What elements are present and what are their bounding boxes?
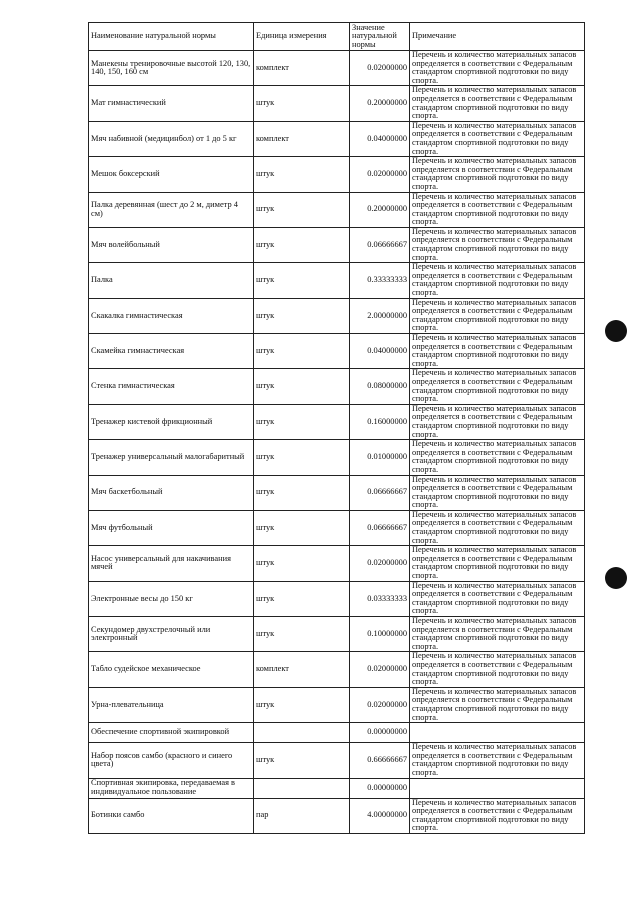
cell-name: Скакалка гимнастическая <box>89 298 254 333</box>
cell-name: Обеспечение спортивной экипировкой <box>89 723 254 743</box>
cell-name: Мешок боксерский <box>89 157 254 192</box>
cell-unit: комплект <box>254 121 350 156</box>
cell-unit: штук <box>254 227 350 262</box>
table-row <box>89 298 585 333</box>
cell-value: 0.06666667 <box>350 227 410 262</box>
header-value: Значение натуральной нормы <box>350 23 410 51</box>
punch-hole-top <box>605 320 627 342</box>
cell-name: Табло судейское механическое <box>89 652 254 687</box>
cell-value: 0.06666667 <box>350 475 410 510</box>
cell-name: Тренажер кистевой фрикционный <box>89 404 254 439</box>
cell-unit: пар <box>254 798 350 833</box>
table-row <box>89 404 585 439</box>
cell-name: Мяч набивной (медицинбол) от 1 до 5 кг <box>89 121 254 156</box>
cell-value: 0.08000000 <box>350 369 410 404</box>
table-row <box>89 369 585 404</box>
cell-value: 0.04000000 <box>350 334 410 369</box>
cell-value: 0.16000000 <box>350 404 410 439</box>
cell-unit: штук <box>254 687 350 722</box>
cell-note <box>410 778 585 798</box>
cell-note: Перечень и количество материальных запасов определяется в соответствии с Федеральным стандартом спортивной подготовки по виду спорта. <box>410 687 585 722</box>
cell-value: 0.00000000 <box>350 778 410 798</box>
cell-value: 0.03333333 <box>350 581 410 616</box>
cell-note: Перечень и количество материальных запасов определяется в соответствии с Федеральным стандартом спортивной подготовки по виду спорта. <box>410 192 585 227</box>
cell-value: 0.02000000 <box>350 546 410 581</box>
cell-unit: штук <box>254 617 350 652</box>
cell-unit: штук <box>254 298 350 333</box>
cell-note: Перечень и количество материальных запасов определяется в соответствии с Федеральным стандартом спортивной подготовки по виду спорта. <box>410 263 585 298</box>
table-row <box>89 121 585 156</box>
cell-name: Насос универсальный для накачивания мячей <box>89 546 254 581</box>
cell-unit: штук <box>254 86 350 121</box>
cell-value: 0.02000000 <box>350 157 410 192</box>
cell-value: 0.10000000 <box>350 617 410 652</box>
table-row <box>89 475 585 510</box>
cell-name: Стенка гимнастическая <box>89 369 254 404</box>
table-row <box>89 157 585 192</box>
cell-name: Мяч футбольный <box>89 510 254 545</box>
table-row <box>89 778 585 798</box>
cell-name: Набор поясов самбо (красного и синего цвета) <box>89 743 254 778</box>
cell-note: Перечень и количество материальных запасов определяется в соответствии с Федеральным стандартом спортивной подготовки по виду спорта. <box>410 227 585 262</box>
cell-value: 4.00000000 <box>350 798 410 833</box>
cell-unit: штук <box>254 475 350 510</box>
header-unit: Единица измерения <box>254 23 350 51</box>
cell-value: 0.66666667 <box>350 743 410 778</box>
norms-table <box>88 22 585 834</box>
cell-note: Перечень и количество материальных запасов определяется в соответствии с Федеральным стандартом спортивной подготовки по виду спорта. <box>410 86 585 121</box>
cell-value: 0.04000000 <box>350 121 410 156</box>
cell-unit: штук <box>254 546 350 581</box>
cell-name: Урна-плевательница <box>89 687 254 722</box>
table-row <box>89 440 585 475</box>
cell-unit: штук <box>254 581 350 616</box>
cell-note: Перечень и количество материальных запасов определяется в соответствии с Федеральным стандартом спортивной подготовки по виду спорта. <box>410 581 585 616</box>
header-name: Наименование натуральной нормы <box>89 23 254 51</box>
cell-name: Палка деревянная (шест до 2 м, диметр 4 см) <box>89 192 254 227</box>
cell-value: 0.00000000 <box>350 723 410 743</box>
cell-name: Скамейка гимнастическая <box>89 334 254 369</box>
cell-name: Секундомер двухстрелочный или электронный <box>89 617 254 652</box>
table-row <box>89 546 585 581</box>
cell-name: Электронные весы до 150 кг <box>89 581 254 616</box>
header-row <box>89 23 585 51</box>
cell-value: 0.01000000 <box>350 440 410 475</box>
cell-unit: комплект <box>254 51 350 86</box>
table-row <box>89 723 585 743</box>
cell-name: Мяч баскетбольный <box>89 475 254 510</box>
cell-value: 0.33333333 <box>350 263 410 298</box>
cell-value: 0.20000000 <box>350 192 410 227</box>
cell-unit: штук <box>254 440 350 475</box>
table-row <box>89 51 585 86</box>
cell-note <box>410 723 585 743</box>
cell-note: Перечень и количество материальных запасов определяется в соответствии с Федеральным стандартом спортивной подготовки по виду спорта. <box>410 121 585 156</box>
cell-note: Перечень и количество материальных запасов определяется в соответствии с Федеральным стандартом спортивной подготовки по виду спорта. <box>410 157 585 192</box>
cell-name: Ботинки самбо <box>89 798 254 833</box>
table-row <box>89 743 585 778</box>
cell-unit: штук <box>254 192 350 227</box>
cell-value: 0.02000000 <box>350 51 410 86</box>
table-row <box>89 687 585 722</box>
cell-note: Перечень и количество материальных запасов определяется в соответствии с Федеральным стандартом спортивной подготовки по виду спорта. <box>410 510 585 545</box>
cell-note: Перечень и количество материальных запасов определяется в соответствии с Федеральным стандартом спортивной подготовки по виду спорта. <box>410 440 585 475</box>
table-row <box>89 617 585 652</box>
cell-unit: штук <box>254 510 350 545</box>
cell-unit: штук <box>254 743 350 778</box>
cell-name: Мяч волейбольный <box>89 227 254 262</box>
cell-name: Палка <box>89 263 254 298</box>
table-row <box>89 263 585 298</box>
punch-hole-bottom <box>605 567 627 589</box>
cell-note: Перечень и количество материальных запасов определяется в соответствии с Федеральным стандартом спортивной подготовки по виду спорта. <box>410 369 585 404</box>
cell-name: Тренажер универсальный малогабаритный <box>89 440 254 475</box>
cell-name: Манекены тренировочные высотой 120, 130, 140, 150, 160 см <box>89 51 254 86</box>
cell-note: Перечень и количество материальных запасов определяется в соответствии с Федеральным стандартом спортивной подготовки по виду спорта. <box>410 652 585 687</box>
table-row <box>89 652 585 687</box>
cell-note: Перечень и количество материальных запасов определяется в соответствии с Федеральным стандартом спортивной подготовки по виду спорта. <box>410 798 585 833</box>
cell-unit: штук <box>254 334 350 369</box>
table-row <box>89 192 585 227</box>
cell-name: Спортивная экипировка, передаваемая в индивидуальное пользование <box>89 778 254 798</box>
cell-value: 0.02000000 <box>350 652 410 687</box>
cell-unit: штук <box>254 404 350 439</box>
cell-unit: штук <box>254 157 350 192</box>
cell-value: 0.20000000 <box>350 86 410 121</box>
cell-note: Перечень и количество материальных запасов определяется в соответствии с Федеральным стандартом спортивной подготовки по виду спорта. <box>410 743 585 778</box>
cell-note: Перечень и количество материальных запасов определяется в соответствии с Федеральным стандартом спортивной подготовки по виду спорта. <box>410 404 585 439</box>
table-row <box>89 510 585 545</box>
cell-name: Мат гимнастический <box>89 86 254 121</box>
cell-note: Перечень и количество материальных запасов определяется в соответствии с Федеральным стандартом спортивной подготовки по виду спорта. <box>410 334 585 369</box>
cell-note: Перечень и количество материальных запасов определяется в соответствии с Федеральным стандартом спортивной подготовки по виду спорта. <box>410 298 585 333</box>
cell-unit: комплект <box>254 652 350 687</box>
table-row <box>89 581 585 616</box>
cell-value: 2.00000000 <box>350 298 410 333</box>
table-row <box>89 86 585 121</box>
table-row <box>89 334 585 369</box>
table-row <box>89 227 585 262</box>
cell-unit: штук <box>254 263 350 298</box>
cell-note: Перечень и количество материальных запасов определяется в соответствии с Федеральным стандартом спортивной подготовки по виду спорта. <box>410 546 585 581</box>
table-body <box>89 51 585 834</box>
cell-unit <box>254 723 350 743</box>
cell-unit <box>254 778 350 798</box>
cell-note: Перечень и количество материальных запасов определяется в соответствии с Федеральным стандартом спортивной подготовки по виду спорта. <box>410 475 585 510</box>
cell-value: 0.02000000 <box>350 687 410 722</box>
cell-note: Перечень и количество материальных запасов определяется в соответствии с Федеральным стандартом спортивной подготовки по виду спорта. <box>410 617 585 652</box>
cell-unit: штук <box>254 369 350 404</box>
cell-value: 0.06666667 <box>350 510 410 545</box>
header-note: Примечание <box>410 23 585 51</box>
table-row <box>89 798 585 833</box>
cell-note: Перечень и количество материальных запасов определяется в соответствии с Федеральным стандартом спортивной подготовки по виду спорта. <box>410 51 585 86</box>
